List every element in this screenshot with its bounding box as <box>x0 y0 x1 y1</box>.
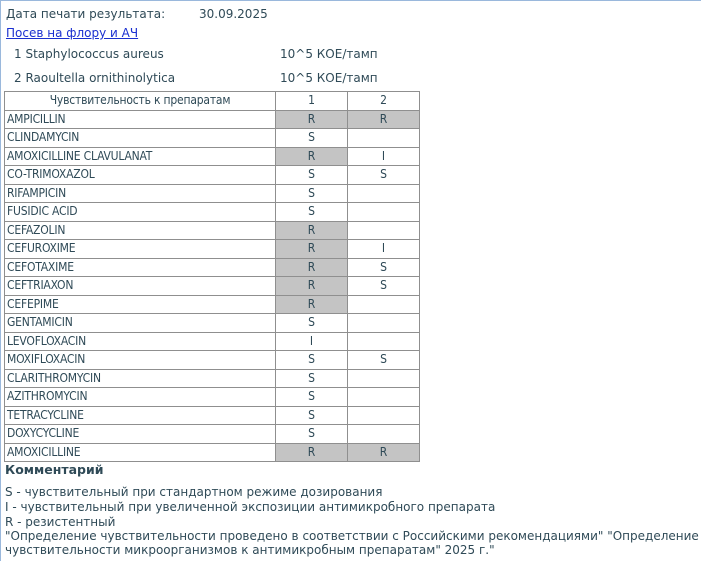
drug-name: RIFAMPICIN <box>5 184 276 203</box>
table-row <box>5 351 420 370</box>
result-organism-1: R <box>276 277 348 296</box>
result-organism-1: R <box>276 110 348 129</box>
table-row <box>5 295 420 314</box>
culture-section-link[interactable]: Посев на флору и АЧ <box>6 26 139 40</box>
table-row <box>5 443 420 462</box>
drug-name: AMPICILLIN <box>5 110 276 129</box>
legend-r: R - резистентный <box>5 515 116 529</box>
drug-name: AZITHROMYCIN <box>5 388 276 407</box>
result-organism-2 <box>348 369 420 388</box>
header-organism-1: 1 <box>276 92 348 111</box>
organism-2-name: 2 Raoultella ornithinolytica <box>14 71 176 85</box>
result-organism-2 <box>348 332 420 351</box>
result-organism-1: R <box>276 258 348 277</box>
result-organism-2 <box>348 184 420 203</box>
result-organism-1: S <box>276 369 348 388</box>
drug-name: AMOXICILLINE <box>5 443 276 462</box>
result-organism-2: I <box>348 240 420 259</box>
comment-title: Комментарий <box>5 462 104 477</box>
result-organism-1: S <box>276 203 348 222</box>
result-organism-1: S <box>276 351 348 370</box>
table-row <box>5 277 420 296</box>
table-row <box>5 129 420 148</box>
drug-name: CEFEPIME <box>5 295 276 314</box>
drug-name: AMOXICILLINE CLAVULANAT <box>5 147 276 166</box>
drug-name: LEVOFLOXACIN <box>5 332 276 351</box>
result-organism-2: S <box>348 258 420 277</box>
organism-1-count: 10^5 КОЕ/тамп <box>280 47 378 61</box>
table-row <box>5 369 420 388</box>
result-organism-1: S <box>276 388 348 407</box>
result-organism-2: S <box>348 277 420 296</box>
table-row <box>5 203 420 222</box>
methodology-note: "Определение чувствительности проведено в соответствии с Российскими рекомендациями" "Определение чувствительности микроорганизмов к антимикробным препаратам" 2025 г." <box>5 529 699 557</box>
table-row <box>5 406 420 425</box>
result-organism-2 <box>348 295 420 314</box>
table-row <box>5 258 420 277</box>
table-header-row <box>5 92 420 111</box>
table-row <box>5 314 420 333</box>
print-date-value: 30.09.2025 <box>199 7 268 21</box>
table-row <box>5 221 420 240</box>
result-organism-2 <box>348 425 420 444</box>
table-row <box>5 425 420 444</box>
result-organism-1: R <box>276 221 348 240</box>
result-organism-2: I <box>348 147 420 166</box>
header-organism-2: 2 <box>348 92 420 111</box>
drug-name: CEFOTAXIME <box>5 258 276 277</box>
drug-name: CO-TRIMOXAZOL <box>5 166 276 185</box>
susceptibility-table <box>4 91 420 462</box>
drug-name: CEFAZOLIN <box>5 221 276 240</box>
result-organism-2: R <box>348 110 420 129</box>
drug-name: CEFTRIAXON <box>5 277 276 296</box>
result-organism-2 <box>348 129 420 148</box>
result-organism-1: R <box>276 443 348 462</box>
result-organism-2 <box>348 203 420 222</box>
legend-s: S - чувствительный при стандартном режиме дозирования <box>5 485 383 499</box>
drug-name: DOXYCYCLINE <box>5 425 276 444</box>
result-organism-1: R <box>276 295 348 314</box>
table-row <box>5 110 420 129</box>
drug-name: TETRACYCLINE <box>5 406 276 425</box>
drug-name: FUSIDIC ACID <box>5 203 276 222</box>
result-organism-2: R <box>348 443 420 462</box>
header-drug: Чувствительность к препаратам <box>5 92 276 111</box>
result-organism-2 <box>348 388 420 407</box>
table-row <box>5 184 420 203</box>
result-organism-1: S <box>276 184 348 203</box>
result-organism-1: S <box>276 425 348 444</box>
result-organism-1: S <box>276 314 348 333</box>
drug-name: GENTAMICIN <box>5 314 276 333</box>
result-organism-1: S <box>276 406 348 425</box>
drug-name: CLINDAMYCIN <box>5 129 276 148</box>
result-organism-1: S <box>276 129 348 148</box>
result-organism-1: R <box>276 240 348 259</box>
legend-i: I - чувствительный при увеличенной экспозиции антимикробного препарата <box>5 500 496 514</box>
result-organism-1: I <box>276 332 348 351</box>
organism-2-count: 10^5 КОЕ/тамп <box>280 71 378 85</box>
table-row <box>5 166 420 185</box>
result-organism-2 <box>348 406 420 425</box>
table-row <box>5 147 420 166</box>
result-organism-2: S <box>348 166 420 185</box>
table-row <box>5 388 420 407</box>
table-row <box>5 332 420 351</box>
organism-1-name: 1 Staphylococcus aureus <box>14 47 164 61</box>
table-row <box>5 240 420 259</box>
result-organism-2 <box>348 221 420 240</box>
drug-name: CEFUROXIME <box>5 240 276 259</box>
result-organism-2: S <box>348 351 420 370</box>
drug-name: CLARITHROMYCIN <box>5 369 276 388</box>
print-date-label: Дата печати результата: <box>6 7 166 21</box>
drug-name: MOXIFLOXACIN <box>5 351 276 370</box>
result-organism-1: R <box>276 147 348 166</box>
result-organism-1: S <box>276 166 348 185</box>
result-organism-2 <box>348 314 420 333</box>
